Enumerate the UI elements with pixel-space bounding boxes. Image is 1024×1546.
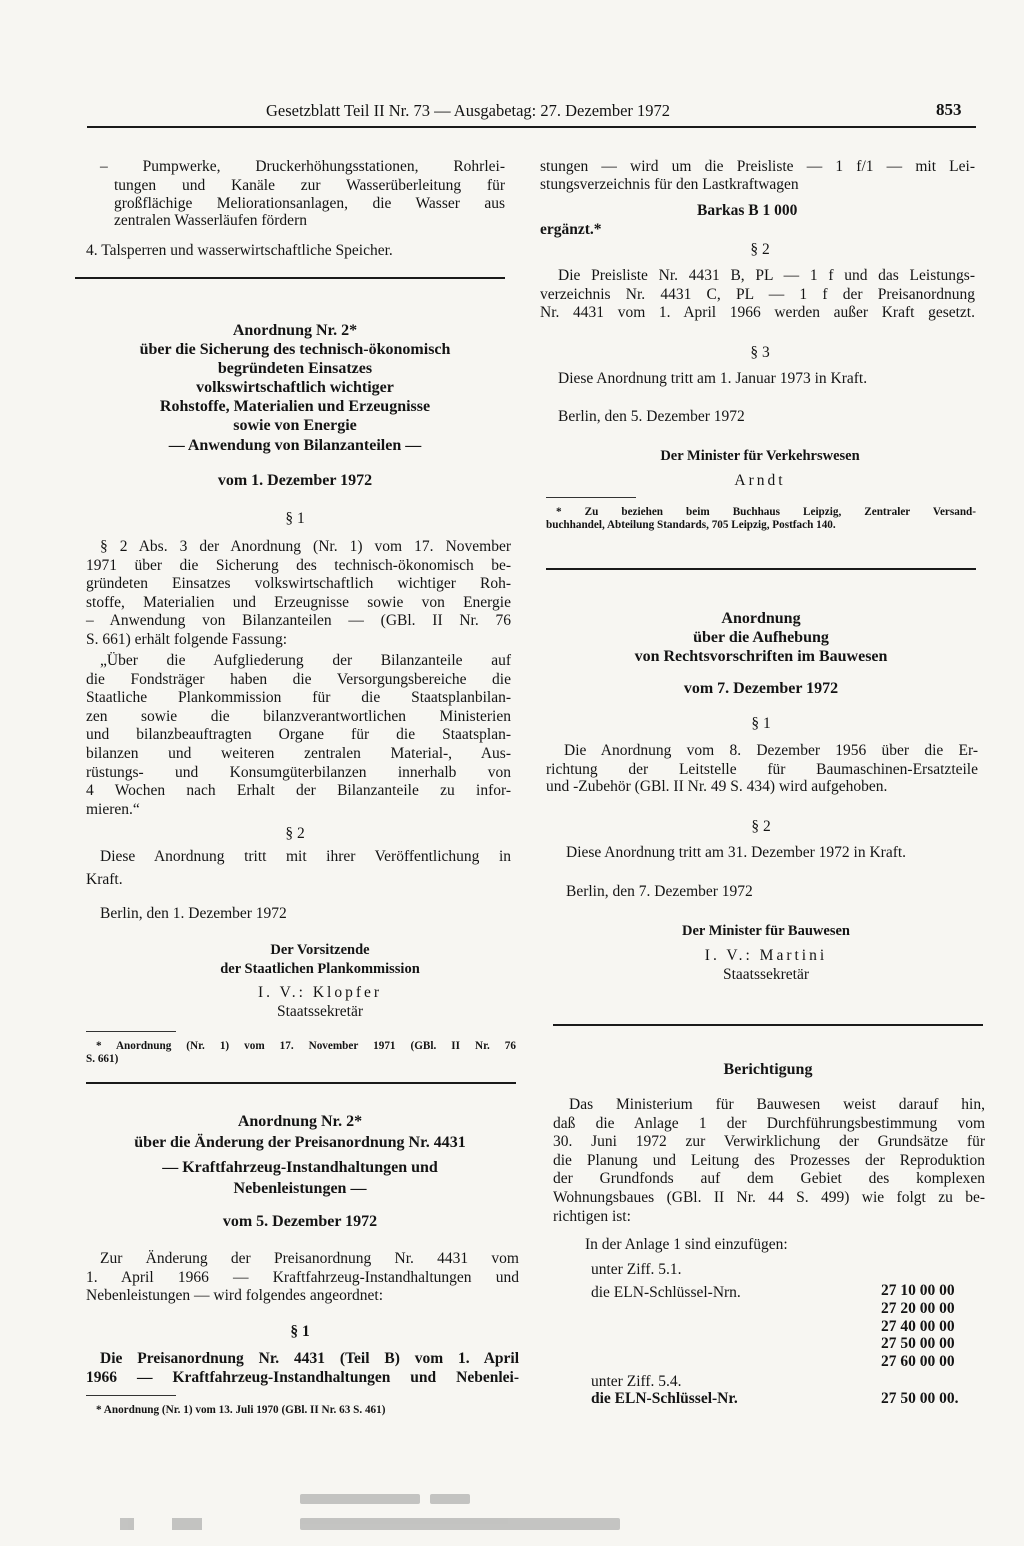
footnote-rule: [86, 1031, 176, 1032]
doc2-title: Anordnung Nr. 2* über die Änderung der Preisanordnung Nr. 4431 — Kraftfahrzeug-Instandhaltungen und Nebenleistungen —: [134, 1113, 466, 1197]
doc1-subtitle: — Anwendung von Bilanzanteilen —: [168, 437, 422, 454]
right-continuation: stungen — wird um die Preisliste — 1 f/1 — mit Lei-: [540, 158, 975, 175]
doc2-section-1: § 1: [290, 1323, 310, 1340]
doc1-section-1: § 1: [285, 510, 305, 527]
doc1-paragraph-2: Diese Anordnung tritt mit ihrer Veröffentlichung in: [100, 848, 511, 865]
right-section-3: § 3: [750, 344, 770, 361]
doc4-ziffer-1: unter Ziff. 5.1.: [591, 1261, 682, 1278]
eln-code: 27 20 00 00: [881, 1300, 955, 1317]
doc1-date: vom 1. Dezember 1972: [217, 472, 373, 489]
right-paragraph-3: Diese Anordnung tritt am 1. Januar 1973 in Kraft.: [558, 370, 868, 387]
doc1-paragraph-1: § 2 Abs. 3 der Anordnung (Nr. 1) vom 17. November 1971 über die Sicherung des technisch-ökonomisch be- gründeten Einsatzes volkswirtschaftlich wichtiger Roh- stoffe, Materialien und Erzeugnisse sowie von Energie – Anwendung von Bilanzanteilen — (GBl. II Nr. 76: [86, 538, 511, 630]
footnote-rule: [546, 497, 636, 498]
doc2-intro-end: Nebenleistungen — wird folgendes angeordnet:: [86, 1287, 383, 1304]
doc3-signature-title: Der Minister für Bauwesen: [682, 923, 850, 939]
right-paragraph-2: Die Preisliste Nr. 4431 B, PL — 1 f und das Leistungs- verzeichnis Nr. 4431 C, PL — 1 f der Preisanordnung Nr. 4431 vom 1. April 1966 werden außer Kraft gesetzt.: [540, 267, 975, 322]
doc4-eln-label-1: die ELN-Schlüssel-Nrn.: [591, 1284, 741, 1301]
eln-code: 27 50 00 00: [881, 1335, 955, 1352]
doc3-paragraph-1: Die Anordnung vom 8. Dezember 1956 über die Er- richtung der Leitstelle für Baumaschinen-Ersatzteile: [546, 742, 978, 778]
doc1-signature-title: Der Vorsitzende der Staatlichen Plankommission: [220, 942, 420, 977]
doc1-signature-name: I. V.: Klopfer: [257, 984, 383, 1001]
doc3-title: Anordnung über die Aufhebung von Rechtsvorschriften im Bauwesen: [634, 610, 888, 665]
footnote-rule: [86, 1395, 176, 1396]
ergaenzt-text: ergänzt.*: [540, 221, 602, 238]
page-number: 853: [936, 100, 962, 119]
eln-code: 27 60 00 00: [881, 1353, 955, 1370]
doc2-paragraph-1: Die Preisanordnung Nr. 4431 (Teil B) vom 1. April 1966 — Kraftfahrzeug-Instandhaltungen und Nebenlei-: [86, 1350, 519, 1386]
doc1-paragraph-1-end: S. 661) erhält folgende Fassung:: [86, 631, 288, 648]
stamp-traces: [110, 1488, 630, 1538]
doc1-quote-end: mieren.“: [86, 801, 140, 818]
doc4-paragraph-end: richtigen ist:: [553, 1208, 631, 1225]
header-rule: [87, 126, 976, 128]
doc1-footnote-end: S. 661): [86, 1053, 119, 1065]
doc4-ziffer-2: unter Ziff. 5.4.: [591, 1373, 682, 1390]
doc3-date: vom 7. Dezember 1972: [683, 680, 839, 697]
doc1-footnote: * Anordnung (Nr. 1) vom 17. November 1971 (GBl. II Nr. 76: [96, 1040, 516, 1052]
doc3-signature-name: I. V.: Martini: [704, 947, 828, 964]
doc3-section-1: § 1: [751, 715, 771, 732]
section-rule: [553, 1024, 983, 1026]
eln-code: 27 10 00 00: [881, 1282, 955, 1299]
doc1-paragraph-2-end: Kraft.: [86, 871, 123, 888]
right-section-2: § 2: [750, 241, 770, 258]
right-footnote: * Zu beziehen beim Buchhaus Leipzig, Zentraler Versand-: [556, 506, 976, 518]
doc4-paragraph: Das Ministerium für Bauwesen weist darauf hin, daß die Anlage 1 der Durchführungsbestimmung vom 30. Juni 1972 zur Verwirklichung der Grundsätze für die Planung und Leitung des Prozesses der Reproduktion der Grundfonds auf dem Gebiet des komplexen Wohnungsbaues (GBl. II Nr. 44 S. 499) wie folgt zu be-: [553, 1096, 985, 1206]
section-rule: [86, 1082, 516, 1084]
eln-code: 27 50 00 00.: [881, 1390, 959, 1407]
doc1-signature-role: Staatssekretär: [276, 1003, 364, 1020]
doc4-anlage: In der Anlage 1 sind einzufügen:: [585, 1236, 788, 1253]
running-header: Gesetzblatt Teil II Nr. 73 — Ausgabetag: 27. Dezember 1972: [266, 101, 671, 120]
doc2-footnote: * Anordnung (Nr. 1) vom 13. Juli 1970 (GBl. II Nr. 63 S. 461): [96, 1404, 386, 1416]
doc3-signature-role: Staatssekretär: [722, 966, 810, 983]
doc4-eln-label-2: die ELN-Schlüssel-Nr.: [591, 1390, 738, 1407]
right-footnote-end: buchhandel, Abteilung Standards, 705 Leipzig, Postfach 140.: [546, 519, 836, 531]
vehicle-name: Barkas B 1 000: [697, 202, 798, 219]
section-rule: [546, 568, 976, 570]
doc3-section-2: § 2: [751, 818, 771, 835]
doc1-section-2: § 2: [285, 825, 305, 842]
doc3-place-date: Berlin, den 7. Dezember 1972: [566, 883, 753, 900]
list-item-pumpwerke-last: zentralen Wasserläufen fördern: [114, 212, 307, 229]
eln-code: 27 40 00 00: [881, 1318, 955, 1335]
doc1-quote: „Über die Aufgliederung der Bilanzanteile auf die Fondsträger haben die Versorgungsbereiche die Staatliche Plankommission für die Staatsplanbilan- zen sowie die bilanzverantwortlichen Ministerien und bilanzbeauftragten Organe für die Staatsplan- bilanzen und weiteren zentralen Material-, Aus- rüstungs- und Konsumgüterbilanzen innerhalb von 4 Wochen nach Erhalt der Bilanzanteile zu infor-: [86, 652, 511, 800]
doc2-intro: Zur Änderung der Preisanordnung Nr. 4431 vom 1. April 1966 — Kraftfahrzeug-Instandhaltungen und: [86, 1250, 519, 1286]
doc1-place-date: Berlin, den 1. Dezember 1972: [100, 905, 287, 922]
right-continuation-end: stungsverzeichnis für den Lastkraftwagen: [540, 176, 799, 193]
doc1-title: Anordnung Nr. 2* über die Sicherung des technisch-ökonomisch begründeten Einsatzes volkswirtschaftlich wichtiger Rohstoffe, Materialien und Erzeugnisse sowie von Energie: [139, 322, 451, 434]
section-rule: [75, 277, 505, 279]
doc2-date: vom 5. Dezember 1972: [222, 1213, 378, 1230]
right-signature-title: Der Minister für Verkehrswesen: [660, 448, 860, 464]
list-item-pumpwerke: – Pumpwerke, Druckerhöhungsstationen, Rohrlei- tungen und Kanäle zur Wasserüberleitung für großflächige Meliorationsanlagen, die Wasser aus: [100, 158, 505, 213]
list-item-4: 4. Talsperren und wasserwirtschaftliche Speicher.: [86, 242, 393, 259]
doc3-paragraph-1-end: und -Zubehör (GBl. II Nr. 49 S. 434) wird aufgehoben.: [546, 778, 888, 795]
doc4-title: Berichtigung: [723, 1061, 813, 1078]
doc3-paragraph-2: Diese Anordnung tritt am 31. Dezember 1972 in Kraft.: [566, 844, 907, 861]
right-signature-name: Arndt: [734, 472, 786, 489]
right-place-date: Berlin, den 5. Dezember 1972: [558, 408, 745, 425]
